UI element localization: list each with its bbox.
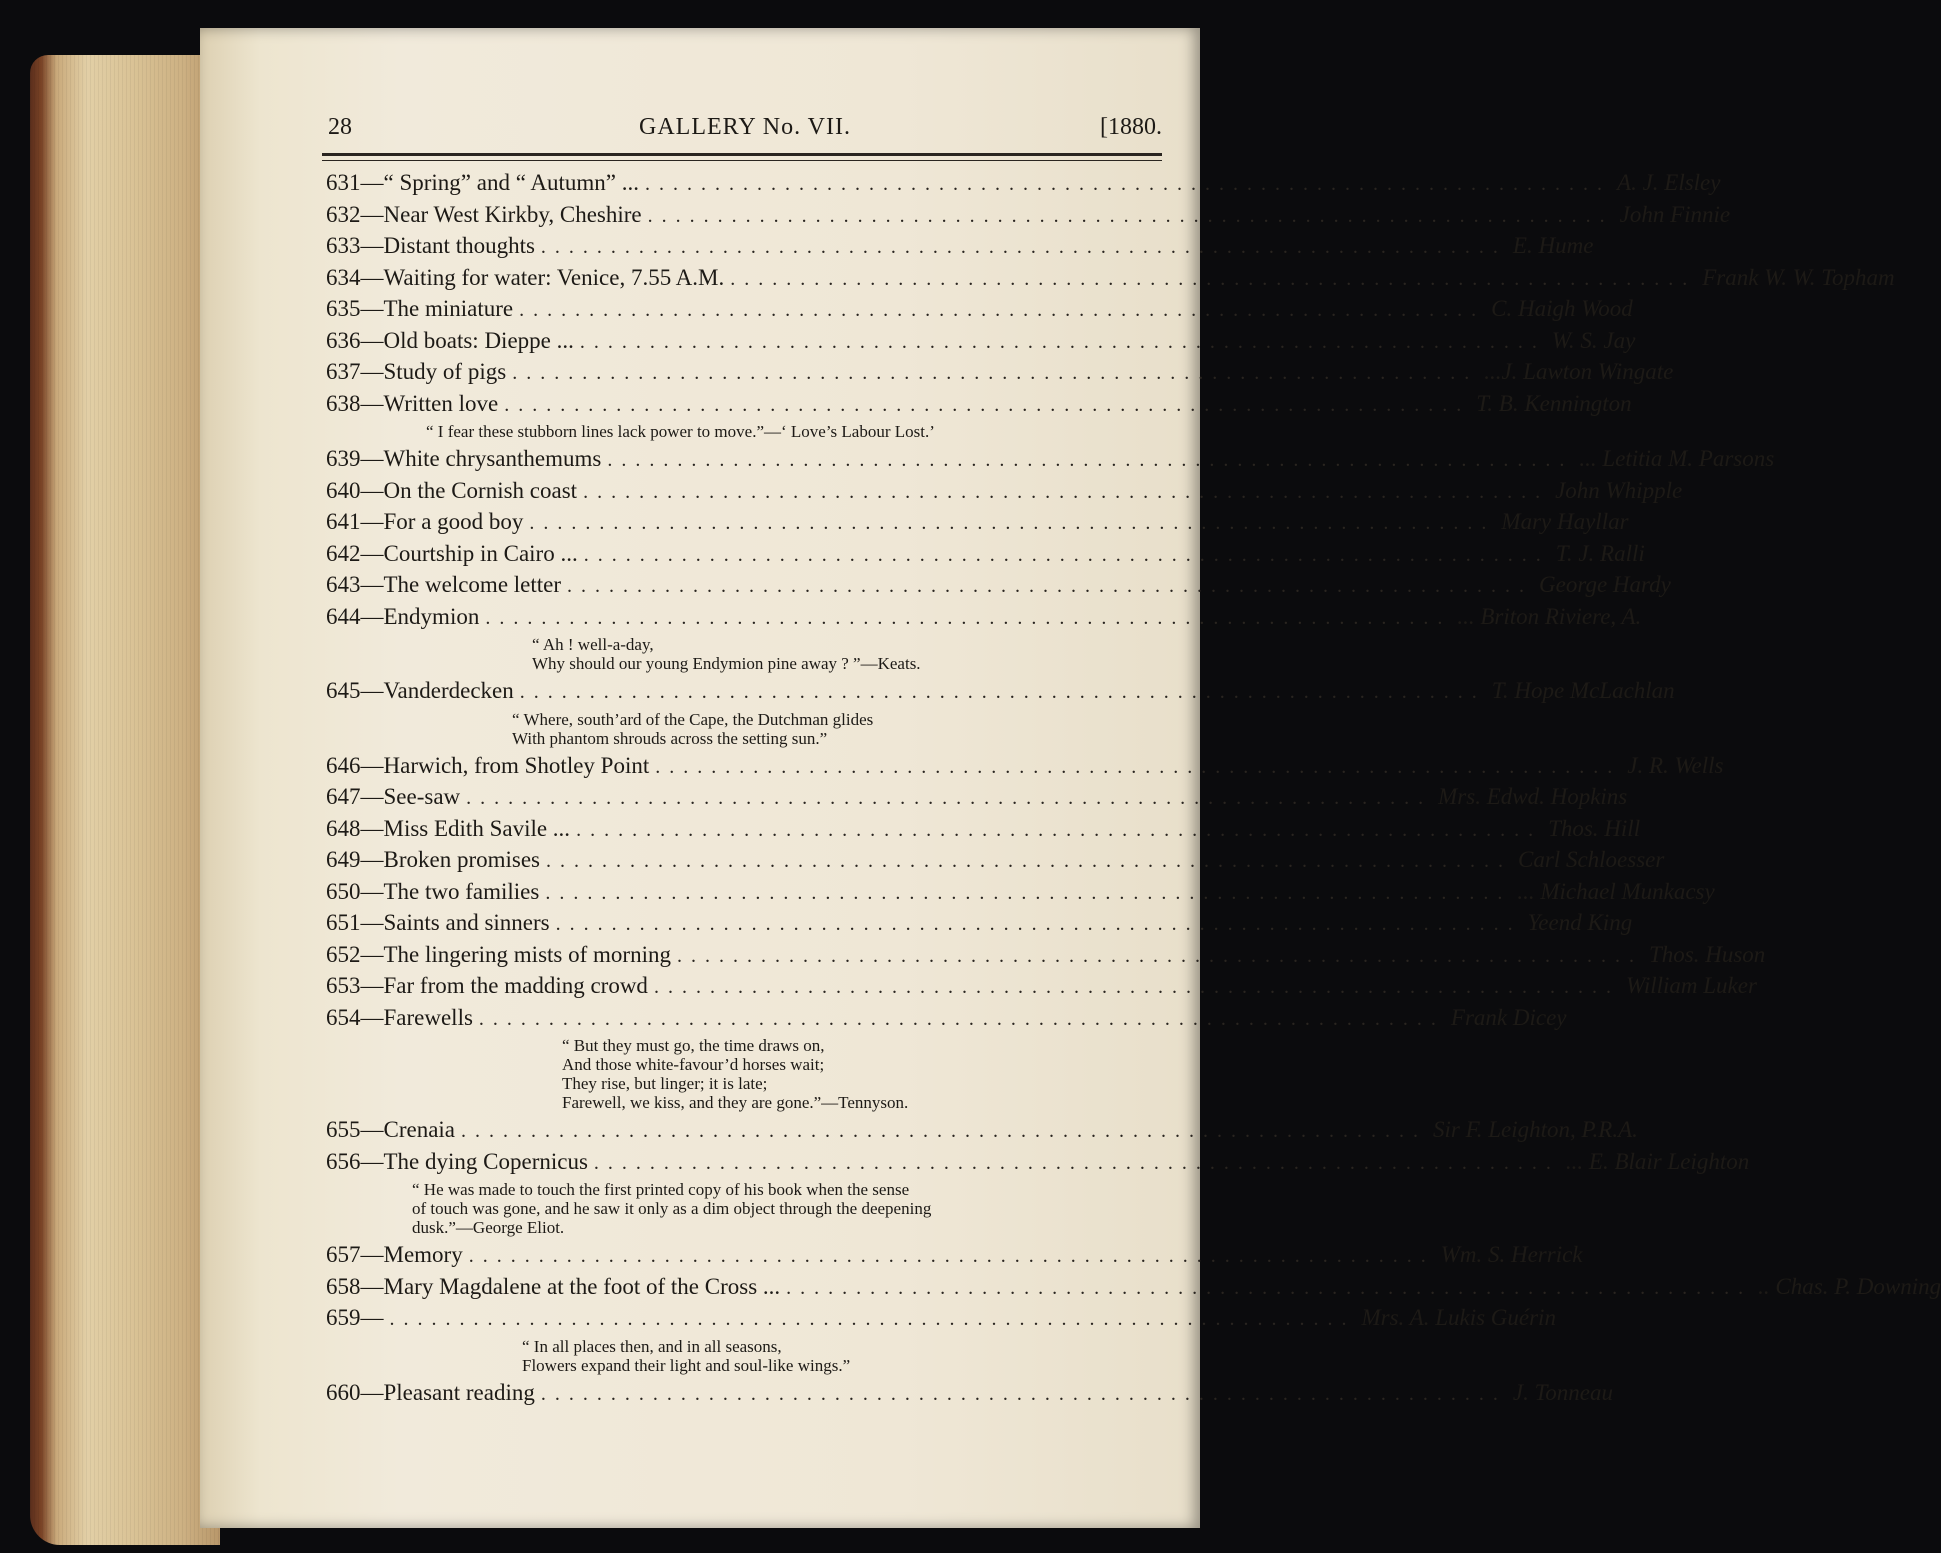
entry-artist: Thos. Hill	[1548, 815, 1641, 841]
catalogue-entry	[326, 390, 1632, 423]
quotation-line: Flowers expand their light and soul-like wings.”	[522, 1355, 851, 1375]
entry-title: For a good boy	[383, 509, 524, 534]
entry-artist: Thos. Huson	[1648, 941, 1766, 967]
leader-dots: .....................................................................	[389, 1308, 1356, 1330]
entry-title: Old boats: Dieppe ...	[383, 327, 574, 353]
entry-artist: T. B. Kennington	[1476, 390, 1632, 416]
entry-artist: Sir F. Leighton, P.R.A.	[1433, 1117, 1638, 1142]
entry-title: White chrysanthemums	[383, 446, 602, 471]
leader-dots: .....................................................................	[576, 818, 1543, 841]
header-rule-thin	[322, 160, 1162, 161]
quotation-line: “ Ah ! well-a-day,	[532, 635, 654, 654]
entry-artist: J. Tonneau	[1512, 1379, 1613, 1405]
catalogue-entry	[326, 973, 1757, 1005]
entry-artist: W. S. Jay	[1551, 327, 1636, 353]
entry-number: 642—	[326, 540, 384, 566]
catalogue-entry	[326, 477, 1683, 510]
entry-title: Study of pigs	[383, 359, 507, 384]
year: [1880.	[1100, 114, 1162, 140]
quotation-line: “ But they must go, the time draws on,	[562, 1036, 825, 1055]
entry-number: 657—	[326, 1242, 384, 1267]
entry-artist: ...J. Lawton Wingate	[1484, 359, 1674, 384]
entry-title: Memory	[383, 1242, 463, 1267]
entry-title: Waiting for water: Venice, 7.55 A.M.	[383, 264, 725, 290]
header-rule-thick	[322, 153, 1162, 156]
catalogue-entry	[326, 603, 1642, 636]
catalogue-entry	[326, 1379, 1613, 1412]
entry-number: 645—	[326, 678, 384, 703]
entry-number: 644—	[326, 603, 384, 629]
leader-dots: .....................................................................	[653, 976, 1620, 998]
entry-number: 641—	[326, 509, 384, 534]
leader-dots: .....................................................................	[540, 236, 1507, 258]
leader-dots: .....................................................................	[607, 449, 1574, 471]
entry-number: 652—	[326, 941, 384, 967]
entry-artist: Mary Hayllar	[1501, 509, 1629, 534]
entry-artist: Mrs. A. Lukis Guérin	[1361, 1305, 1556, 1330]
catalogue-entry	[326, 1148, 1750, 1181]
entry-artist: A. J. Elsley	[1617, 170, 1721, 195]
catalogue-entry	[326, 170, 1721, 202]
quotation-line: Why should our young Endymion pine away ? ”—Keats.	[532, 654, 921, 673]
leader-dots: .....................................................................	[593, 1151, 1560, 1174]
entry-number: 634—	[326, 264, 384, 290]
leader-dots: .....................................................................	[519, 681, 1486, 703]
catalogue-entry	[326, 446, 1775, 478]
quotation-line: dusk.”—George Eliot.	[412, 1218, 565, 1237]
entry-number: 658—	[326, 1273, 384, 1299]
quotation-line: “ In all places then, and in all seasons,	[522, 1336, 782, 1356]
entry-title: The welcome letter	[383, 572, 562, 597]
entry-number: 635—	[326, 296, 384, 321]
entry-number: 643—	[326, 572, 384, 597]
leader-dots: .....................................................................	[786, 1276, 1753, 1299]
entry-artist: Frank W. W. Topham	[1702, 264, 1895, 290]
catalogue-entry	[326, 572, 1671, 604]
entry-title: See-saw	[383, 784, 461, 809]
entry-title: On the Cornish coast	[383, 477, 578, 503]
entry-artist: T. J. Ralli	[1555, 540, 1645, 566]
catalogue-entry	[326, 678, 1675, 710]
entry-title: The lingering mists of morning	[383, 941, 671, 967]
entry-quotation	[326, 635, 1164, 673]
entry-title: Mary Magdalene at the foot of the Cross ...	[383, 1273, 781, 1299]
entry-artist: J. R. Wells	[1627, 752, 1724, 778]
catalogue-entry	[326, 264, 1895, 297]
entry-title: The miniature	[383, 296, 514, 321]
entry-number: 638—	[326, 390, 384, 416]
leader-dots: .....................................................................	[512, 362, 1479, 384]
entry-quotation	[326, 422, 1164, 441]
catalogue-entry	[326, 941, 1766, 974]
quotation-line: They rise, but linger; it is late;	[562, 1074, 768, 1093]
entry-title: Harwich, from Shotley Point	[383, 752, 650, 778]
leader-dots: .....................................................................	[485, 606, 1452, 629]
catalogue-entry	[326, 815, 1641, 848]
quotation-line: “ Where, south’ard of the Cape, the Dutchman glides	[512, 709, 874, 729]
leader-dots: .....................................................................	[567, 575, 1534, 597]
gallery-title: GALLERY No. VII.	[639, 114, 851, 140]
entry-artist: .. Chas. P. Downing	[1758, 1273, 1941, 1299]
catalogue-entry	[326, 910, 1633, 942]
leader-dots: .....................................................................	[529, 512, 1496, 534]
entry-number: 659—	[326, 1305, 384, 1330]
catalogue-entry	[326, 327, 1636, 360]
entry-artist: John Whipple	[1555, 477, 1683, 503]
entry-number: 633—	[326, 233, 384, 258]
entry-number: 648—	[326, 815, 384, 841]
entry-title: Crenaia	[383, 1117, 456, 1142]
catalogue-entry	[326, 784, 1628, 816]
entry-number: 639—	[326, 446, 384, 471]
entry-artist: Wm. S. Herrick	[1440, 1242, 1583, 1267]
catalogue-entry	[326, 1242, 1583, 1274]
catalogue-entry	[326, 296, 1633, 328]
entry-number: 637—	[326, 359, 384, 384]
catalogue-entry	[326, 359, 1674, 391]
leader-dots: .....................................................................	[466, 787, 1433, 809]
leader-dots: .....................................................................	[546, 850, 1513, 872]
leader-dots: .....................................................................	[468, 1245, 1435, 1267]
entry-quotation	[326, 710, 1164, 748]
entry-artist: C. Haigh Wood	[1491, 296, 1633, 321]
catalogue-entry	[326, 1305, 1556, 1337]
leader-dots: .....................................................................	[579, 330, 1546, 353]
leader-dots: .....................................................................	[504, 393, 1471, 416]
leader-dots: .....................................................................	[655, 755, 1622, 778]
entry-title: Saints and sinners	[383, 910, 550, 935]
entry-title: Courtship in Cairo ...	[383, 540, 578, 566]
entry-artist: ... Briton Riviere, A.	[1457, 603, 1642, 629]
quotation-line: “ He was made to touch the first printed copy of his book when the sense	[412, 1180, 910, 1199]
catalogue-entry	[326, 1004, 1567, 1037]
entry-artist: Mrs. Edwd. Hopkins	[1438, 784, 1628, 809]
entry-artist: T. Hope McLachlan	[1491, 678, 1675, 703]
entry-artist: E. Hume	[1512, 233, 1594, 258]
entry-quotation	[326, 1036, 1164, 1112]
entry-number: 655—	[326, 1117, 384, 1142]
entry-title: “ Spring” and “ Autumn” ...	[383, 170, 640, 195]
catalogue-entry	[326, 201, 1731, 234]
entry-number: 650—	[326, 878, 384, 904]
catalogue-entry	[326, 233, 1594, 265]
quotation-line: of touch was gone, and he saw it only as a dim object through the deepening	[412, 1199, 932, 1218]
quotation-line: With phantom shrouds across the setting sun.”	[512, 728, 828, 748]
entry-artist: ... E. Blair Leighton	[1565, 1148, 1750, 1174]
leader-dots: .....................................................................	[583, 480, 1550, 503]
catalogue-entry	[326, 1273, 1941, 1306]
page-number: 28	[328, 114, 352, 140]
entry-artist: George Hardy	[1539, 572, 1671, 597]
leader-dots: .....................................................................	[730, 267, 1697, 290]
entry-number: 649—	[326, 847, 384, 872]
leader-dots: .....................................................................	[555, 913, 1522, 935]
entry-title: Far from the madding crowd	[383, 973, 648, 998]
quotation-line: “ I fear these stubborn lines lack power to move.”—‘ Love’s Labour Lost.’	[426, 422, 935, 441]
leader-dots: .....................................................................	[676, 944, 1643, 967]
entry-number: 660—	[326, 1379, 384, 1405]
catalogue-entry	[326, 752, 1724, 785]
entry-number: 640—	[326, 477, 384, 503]
entry-title: Distant thoughts	[383, 233, 535, 258]
entry-artist: John Finnie	[1619, 201, 1731, 227]
entry-quotation	[326, 1180, 1164, 1237]
page-header	[328, 114, 1162, 148]
entry-artist: William Luker	[1625, 973, 1757, 998]
entry-quotation	[326, 1337, 1164, 1375]
catalogue-entry	[326, 540, 1645, 573]
entry-number: 636—	[326, 327, 384, 353]
entry-title: Farewells	[383, 1004, 473, 1030]
entry-title: Vanderdecken	[383, 678, 514, 703]
entry-number: 632—	[326, 201, 384, 227]
entry-number: 653—	[326, 973, 384, 998]
entry-title: Broken promises	[383, 847, 541, 872]
entry-number: 647—	[326, 784, 384, 809]
catalogue-entry	[326, 847, 1665, 879]
entry-artist: Carl Schloesser	[1518, 847, 1665, 872]
leader-dots: .....................................................................	[540, 1382, 1507, 1405]
quotation-line: And those white-favour’d horses wait;	[562, 1055, 825, 1074]
entry-number: 631—	[326, 170, 384, 195]
entry-number: 651—	[326, 910, 384, 935]
book-page-edges	[30, 55, 220, 1545]
entry-title: Miss Edith Savile ...	[383, 815, 571, 841]
entry-title: Near West Kirkby, Cheshire	[383, 201, 642, 227]
entry-number: 656—	[326, 1148, 384, 1174]
leader-dots: .....................................................................	[583, 543, 1550, 566]
entry-number: 646—	[326, 752, 384, 778]
leader-dots: .....................................................................	[645, 173, 1612, 195]
entry-artist: Frank Dicey	[1450, 1004, 1567, 1030]
leader-dots: .....................................................................	[478, 1007, 1445, 1030]
leader-dots: .....................................................................	[545, 881, 1512, 904]
entry-title: Pleasant reading	[383, 1379, 535, 1405]
entry-title: Endymion	[383, 603, 480, 629]
entry-artist: Yeend King	[1527, 910, 1633, 935]
quotation-line: Farewell, we kiss, and they are gone.”—Tennyson.	[562, 1093, 909, 1112]
entry-artist: ... Michael Munkacsy	[1517, 878, 1715, 904]
entry-artist: ... Letitia M. Parsons	[1579, 446, 1775, 471]
entry-title: Written love	[383, 390, 499, 416]
entry-title: The dying Copernicus	[383, 1148, 588, 1174]
catalogue-entry	[326, 1117, 1638, 1149]
catalogue-entry	[326, 878, 1715, 911]
entry-title: The two families	[383, 878, 540, 904]
leader-dots: .....................................................................	[461, 1120, 1428, 1142]
leader-dots: .....................................................................	[647, 204, 1614, 227]
catalogue-entry	[326, 509, 1629, 541]
catalogue-entries	[326, 170, 1941, 1411]
entry-number: 654—	[326, 1004, 384, 1030]
leader-dots: .....................................................................	[519, 299, 1486, 321]
